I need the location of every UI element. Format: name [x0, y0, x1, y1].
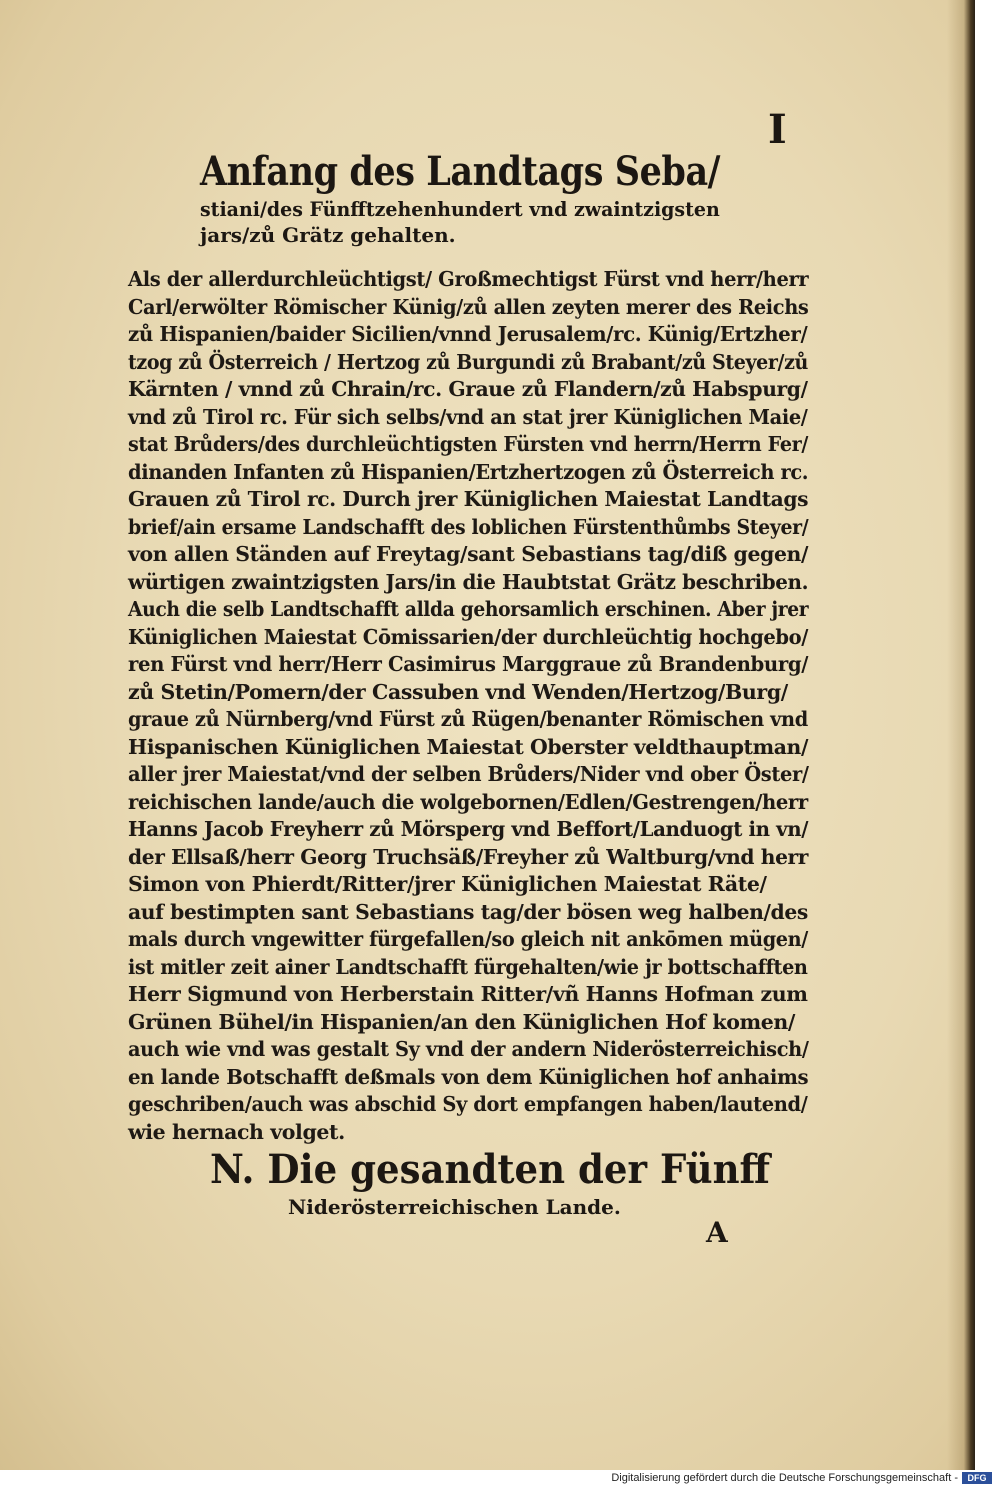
body-line: tzog zů Österreich / Hertzog zů Burgundi zů Brabant/zů Steyer/zů	[128, 349, 809, 374]
page-binding-edge	[947, 0, 975, 1470]
body-line: brief/ain ersame Landschafft des loblichen Fürstenthůmbs Steyer/	[128, 514, 809, 539]
body-line: würtigen zwaintzigsten Jars/in die Haubtstat Grätz beschriben.	[128, 569, 809, 594]
body-line: ist mitler zeit ainer Landtschafft fürgehalten/wie jr bottschafften	[128, 954, 808, 979]
body-line: Als der allerdurchleüchtigst/ Großmechtigst Fürst vnd herr/herr	[128, 267, 809, 291]
body-line: Auch die selb Landtschafft allda gehorsamlich erschinen. Aber jrer	[128, 597, 809, 621]
body-line: auch wie vnd was gestalt Sy vnd der andern Niderösterreichisch/	[128, 1037, 809, 1061]
body-line: zů Stetin/Pomern/der Cassuben vnd Wenden/Hertzog/Burg/	[128, 679, 788, 704]
body-line: Hanns Jacob Freyherr zů Mörsperg vnd Beffort/Landuogt in vn/	[128, 817, 809, 841]
title-line-3: jars/zů Grätz gehalten.	[200, 223, 456, 247]
body-line: geschriben/auch was abschid Sy dort empfangen haben/lautend/	[128, 1092, 808, 1116]
dfg-logo[interactable]: DFG	[962, 1472, 992, 1484]
signature-mark: A	[706, 1216, 728, 1249]
body-line: mals durch vngewitter fürgefallen/so gleich nit ankōmen mügen/	[128, 927, 808, 951]
body-line: graue zů Nürnberg/vnd Fürst zů Rügen/benanter Römischen vnd	[128, 707, 808, 731]
section-heading	[210, 1146, 770, 1220]
title-line-1: Anfang des Landtags Seba/	[200, 148, 721, 195]
body-line: der Ellsaß/herr Georg Truchsäß/Freyher zů Waltburg/vnd herr	[128, 844, 809, 869]
body-line: Simon von Phierdt/Ritter/jrer Küniglichen Maiestat Räte/	[128, 872, 767, 896]
body-line: Herr Sigmund von Herberstain Ritter/vñ Hanns Hofman zum	[128, 982, 808, 1006]
section-heading-line-2: Niderösterreichischen Lande.	[288, 1195, 621, 1219]
body-line: Hispanischen Küniglichen Maiestat Oberster veldthauptman/	[128, 734, 809, 759]
body-line: von allen Ständen auf Freytag/sant Sebastians tag/diß gegen/	[128, 542, 809, 566]
footer-credit: Digitalisierung gefördert durch die Deutsche Forschungsgemeinschaft -	[611, 1472, 958, 1484]
body-line: zů Hispanien/baider Sicilien/vnnd Jerusalem/rc. Künig/Ertzher/	[128, 322, 808, 346]
body-line: wie hernach volget.	[128, 1119, 345, 1144]
body-line: ren Fürst vnd herr/Herr Casimirus Marggraue zů Brandenburg/	[128, 652, 809, 676]
body-line: Carl/erwölter Römischer Künig/zů allen zeyten merer des Reichs	[128, 294, 809, 319]
section-heading-line-1: N. Die gesandten der Fünff	[210, 1146, 770, 1193]
body-line: Kärnten / vnnd zů Chrain/rc. Graue zů Flandern/zů Habspurg/	[128, 377, 808, 401]
body-line: stat Brůders/des durchleüchtigsten Fürsten vnd herrn/Herrn Fer/	[128, 432, 808, 456]
body-line: Grünen Bühel/in Hispanien/an den Küniglichen Hof komen/	[128, 1009, 796, 1034]
body-line: Küniglichen Maiestat Cōmissarien/der durchleüchtig hochgebo/	[128, 624, 809, 649]
digitization-footer	[0, 1470, 1000, 1487]
title-line-2: stiani/des Fünfftzehenhundert vnd zwaintzigsten	[200, 197, 720, 221]
body-line: en lande Botschafft deßmals von dem Küniglichen hof anhaims	[128, 1064, 809, 1089]
folio-number: I	[768, 106, 787, 153]
body-paragraph	[128, 266, 808, 1146]
body-line: reichischen lande/auch die wolgebornen/Edlen/Gestrengen/herr	[128, 789, 808, 814]
body-line: Grauen zů Tirol rc. Durch jrer Küniglichen Maiestat Landtags	[128, 487, 809, 511]
body-line: auf bestimpten sant Sebastians tag/der bösen weg halben/des	[128, 899, 808, 924]
body-line: dinanden Infanten zů Hispanien/Ertzhertzogen zů Österreich rc.	[128, 459, 809, 484]
body-line: aller jrer Maiestat/vnd der selben Brůders/Nider vnd ober Öster/	[128, 762, 809, 786]
chapter-title	[200, 148, 720, 248]
body-line: vnd zů Tirol rc. Für sich selbs/vnd an stat jrer Küniglichen Maie/	[128, 404, 808, 429]
